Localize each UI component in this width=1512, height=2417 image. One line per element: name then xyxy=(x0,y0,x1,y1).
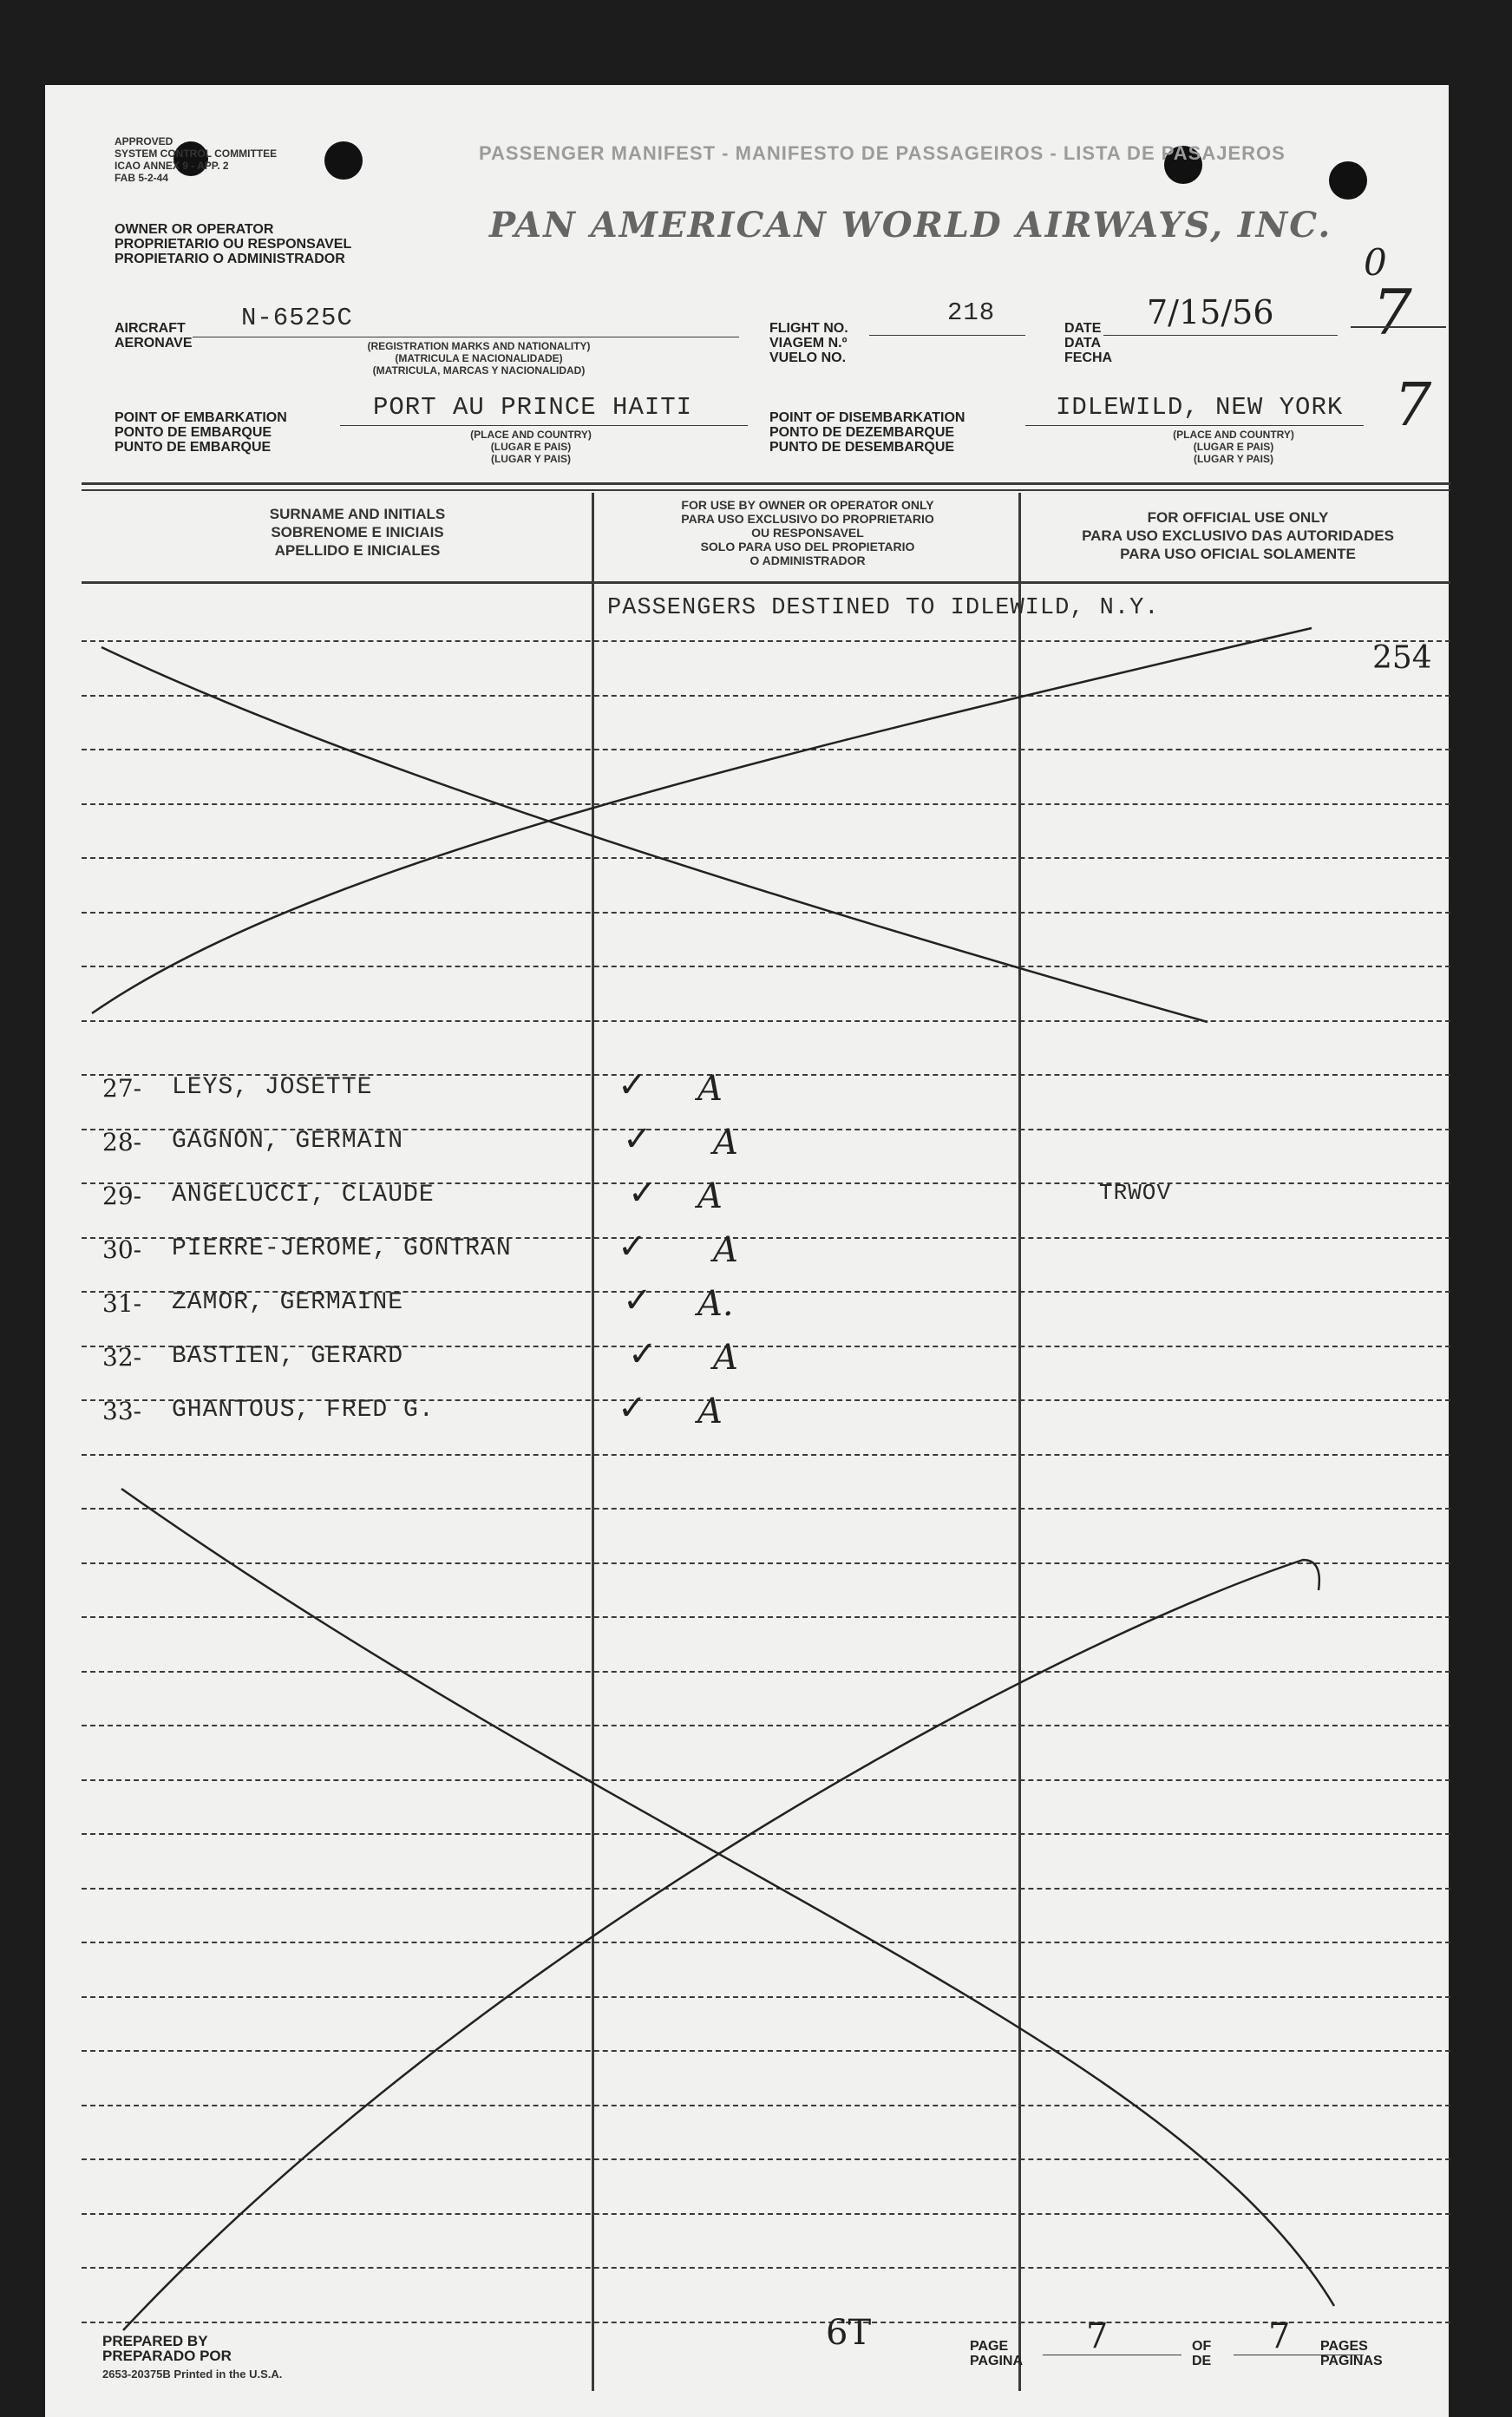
check-mark: ✓ xyxy=(618,1065,647,1105)
embark-label: PUNTO DE EMBARQUE xyxy=(115,440,272,455)
status-code: A xyxy=(713,1230,738,1270)
form-ref-line: FAB 5-2-44 xyxy=(115,172,169,184)
check-mark: ✓ xyxy=(628,1334,658,1374)
registration-label: (MATRICULA, MARCAS Y NACIONALIDAD) xyxy=(372,364,586,377)
corner-mark: 7 xyxy=(1372,276,1412,349)
cross-out-stroke xyxy=(121,1489,1334,2306)
note-number: 254 xyxy=(1372,640,1432,676)
check-mark: ✓ xyxy=(623,1281,652,1320)
check-mark: ✓ xyxy=(628,1173,658,1213)
form-title: PASSENGER MANIFEST - MANIFESTO DE PASSAGEIROS - LISTA DE PASAJEROS xyxy=(479,142,1286,164)
corner-mark: 7 xyxy=(1394,371,1432,440)
page-label: PAGINA xyxy=(970,2354,1024,2368)
column-header-line: SURNAME AND INITIALS xyxy=(269,506,446,522)
owner-label-line: PROPRIETARIO OU RESPONSAVEL xyxy=(115,237,352,252)
official-note: TRWOV xyxy=(1099,1180,1172,1206)
passenger-name: PIERRE-JEROME, GONTRAN xyxy=(172,1235,512,1262)
column-header-line: OU RESPONSAVEL xyxy=(751,526,864,540)
form-ref-line: ICAO ANNEX 9 - APP. 2 xyxy=(115,160,229,172)
check-mark: ✓ xyxy=(618,1388,647,1428)
manifest-page xyxy=(45,85,1449,2417)
printed-note: 2653-20375B Printed in the U.S.A. xyxy=(102,2368,283,2381)
status-code: A xyxy=(697,1176,723,1216)
status-code: A xyxy=(697,1392,723,1431)
passenger-number: 29- xyxy=(102,1182,142,1210)
of-value: 7 xyxy=(1268,2316,1291,2356)
column-header-line: FOR USE BY OWNER OR OPERATOR ONLY xyxy=(681,498,934,512)
cross-out-stroke xyxy=(123,1560,1319,2330)
registration-label: (REGISTRATION MARKS AND NATIONALITY) xyxy=(367,340,591,352)
check-mark: ✓ xyxy=(618,1227,647,1267)
column-header-line: PARA USO EXCLUSIVO DAS AUTORIDADES xyxy=(1082,527,1394,544)
registration-label: (MATRICULA E NACIONALIDADE) xyxy=(395,352,563,364)
passenger-name: ZAMOR, GERMAINE xyxy=(172,1289,404,1316)
passenger-name: ANGELUCCI, CLAUDE xyxy=(172,1182,435,1208)
pages-label: PAGINAS xyxy=(1320,2354,1383,2368)
date-value: 7/15/56 xyxy=(1147,293,1274,331)
embark-label: PONTO DE EMBARQUE xyxy=(115,425,272,440)
passenger-name: LEYS, JOSETTE xyxy=(172,1074,373,1101)
flight-value: 218 xyxy=(947,298,996,327)
prepared-label: PREPARED BY xyxy=(102,2333,208,2349)
check-mark: ✓ xyxy=(623,1119,652,1159)
column-header-line: SOBRENOME E INICIAIS xyxy=(271,524,444,540)
embark-label: POINT OF EMBARKATION xyxy=(115,410,287,425)
page-label: PAGE xyxy=(970,2339,1009,2354)
passenger-number: 28- xyxy=(102,1128,142,1156)
passenger-number: 31- xyxy=(102,1289,142,1318)
prepared-label: PREPARADO POR xyxy=(102,2348,232,2364)
form-ref-line: SYSTEM CONTROL COMMITTEE xyxy=(115,147,278,160)
aircraft-label: AERONAVE xyxy=(115,336,193,350)
of-label: DE xyxy=(1192,2354,1212,2368)
pages-label: PAGES xyxy=(1320,2339,1368,2354)
aircraft-label: AIRCRAFT xyxy=(115,321,186,336)
status-code: A xyxy=(713,1123,738,1163)
date-label: DATE xyxy=(1064,321,1102,336)
flight-label: VUELO NO. xyxy=(769,350,847,365)
place-label: (PLACE AND COUNTRY) xyxy=(470,429,592,441)
date-label: FECHA xyxy=(1064,350,1113,365)
owner-label-line: PROPIETARIO O ADMINISTRADOR xyxy=(115,252,345,266)
column-header-line: PARA USO EXCLUSIVO DO PROPRIETARIO xyxy=(681,512,934,526)
place-label: (LUGAR Y PAIS) xyxy=(490,453,571,465)
column-header-line: APELLIDO E INICIALES xyxy=(274,542,441,559)
cross-out-marks xyxy=(45,85,1449,2417)
page-value: 7 xyxy=(1086,2316,1109,2356)
column-header-line: FOR OFFICIAL USE ONLY xyxy=(1147,509,1329,526)
status-code: A xyxy=(713,1338,738,1378)
passenger-number: 30- xyxy=(102,1235,142,1264)
passenger-number: 33- xyxy=(102,1397,142,1425)
passenger-name: BASTIEN, GERARD xyxy=(172,1343,404,1370)
passenger-name: GHANTOUS, FRED G. xyxy=(172,1397,435,1424)
place-label: (LUGAR E PAIS) xyxy=(490,441,572,453)
passenger-number: 27- xyxy=(102,1074,142,1103)
column-header-line: O ADMINISTRADOR xyxy=(749,553,866,567)
corner-mark: 0 xyxy=(1364,241,1387,284)
aircraft-value: N-6525C xyxy=(241,304,353,332)
destination-note: PASSENGERS DESTINED TO IDLEWILD, N.Y. xyxy=(607,595,1160,621)
embark-value: PORT AU PRINCE HAITI xyxy=(373,393,693,422)
disembark-label: PONTO DE DEZEMBARQUE xyxy=(769,425,955,440)
of-label: OF xyxy=(1192,2339,1212,2354)
status-code: A. xyxy=(697,1284,734,1324)
cross-out-stroke xyxy=(101,647,1208,1022)
cross-out-stroke xyxy=(92,628,1312,1013)
handwritten-total: 6T xyxy=(826,2313,872,2353)
form-ref-line: APPROVED xyxy=(115,135,173,147)
column-header-line: SOLO PARA USO DEL PROPIETARIO xyxy=(700,540,915,553)
passenger-number: 32- xyxy=(102,1343,142,1372)
flight-label: VIAGEM N.º xyxy=(769,336,848,350)
disembark-value: IDLEWILD, NEW YORK xyxy=(1056,393,1344,422)
status-code: A xyxy=(697,1069,723,1109)
column-header-line: PARA USO OFICIAL SOLAMENTE xyxy=(1120,546,1356,562)
disembark-label: POINT OF DISEMBARKATION xyxy=(769,410,965,425)
passenger-name: GAGNON, GERMAIN xyxy=(172,1128,404,1155)
airline-name: PAN AMERICAN WORLD AIRWAYS, INC. xyxy=(489,205,1332,246)
place-label: (LUGAR Y PAIS) xyxy=(1193,453,1273,465)
flight-label: FLIGHT NO. xyxy=(769,321,848,336)
date-label: DATA xyxy=(1064,336,1102,350)
place-label: (PLACE AND COUNTRY) xyxy=(1173,429,1294,441)
disembark-label: PUNTO DE DESEMBARQUE xyxy=(769,440,955,455)
place-label: (LUGAR E PAIS) xyxy=(1193,441,1274,453)
owner-label-line: OWNER OR OPERATOR xyxy=(115,222,274,237)
